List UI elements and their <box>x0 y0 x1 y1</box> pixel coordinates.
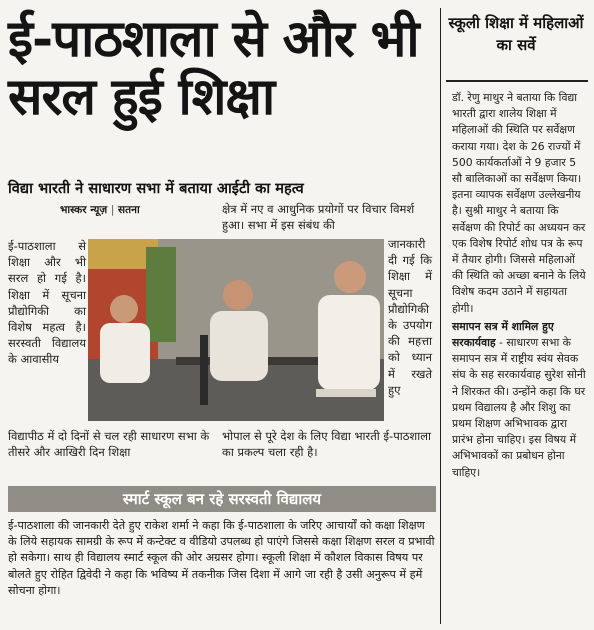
byline-separator: | <box>110 204 115 216</box>
photo-illustration <box>88 239 384 421</box>
sidebar-para-2-text: - साधारण सभा के समापन सत्र में राष्ट्रीय स्वंय सेवक संघ के सह सरकार्यवाह सुरेश सोनी ने शिरकत की। उन्होंने कहा कि घर प्रथम विद्यालय है और शिशु का प्रथम शिक्षण अभिभावक द्वारा प्रारंभ होना चाहिए। इस विषय में अभिभावकों का प्रबोधन होना चाहिए। <box>452 336 586 479</box>
byline <box>60 203 140 217</box>
article-right-narrow: जानकारी दी गई कि शिक्षा में सूचना प्रौद्योगिकी के उपयोग की महत्ता को ध्यान में रखते हुए <box>388 237 432 397</box>
sidebar-body <box>452 90 588 483</box>
headline: ई-पाठशाला से और भी सरल हुई शिक्षा <box>8 9 419 127</box>
subheadline: विद्या भारती ने साधारण सभा में बताया आईटी का महत्व <box>8 180 304 197</box>
news-photo <box>88 239 384 421</box>
section-body: ई-पाठशाला की जानकारी देते हुए राकेश शर्मा ने कहा कि ई-पाठशाला के जरिए आचार्यों को कक्षा शिक्षण के लिये सहायक सामग्री के रूप में कन्टेक्ट व वीडियो उपलब्ध हो पाएंगे जिससे कक्षा शिक्षण सरल व प्रभावी हो सकेगा। साथ ही विद्यालय स्मार्ट स्कूल की ओर अग्रसर होगा। स्कूली शिक्षा में कौशल विकास विषय पर बोलते हुए रोहित द्विवेदी ने कहा कि भविष्य में तकनीक जिस दिशा में आगे जा रही है उसी अनुरूप में हमें सोचना होगा। <box>8 519 435 597</box>
sidebar-para-1: डॉ. रेणु माथुर ने बताया कि विद्या भारती द्वारा शालेय शिक्षा में महिलाओं की स्थिति पर सर्वेक्षण कराया गया। देश के 26 राज्यों में 500 कार्यकर्ताओं ने 9 हजार 5 सौ बालिकाओं का सर्वेक्षण किया। इतना व्यापक सर्वेक्षण उल्लेखनीय है। सुश्री माथुर ने बताया कि सर्वेक्षण की रिपोर्ट का अध्ययन कर एक विशेष रिपोर्ट शोध पत्र के रूप में तैयार होगी। जिससे महिलाओं की स्थिति को अच्छा बनाने के लिये विशेष कदम उठाने में सहायता होगी। <box>452 91 586 315</box>
byline-source: भास्कर न्यूज़ <box>60 204 108 216</box>
column-divider <box>440 8 441 624</box>
byline-city: सतना <box>118 204 140 216</box>
sidebar-para-2 <box>452 319 588 481</box>
article-left-column: ई-पाठशाला से शिक्षा और भी सरल हो गई है। शिक्षा में सूचना प्रौद्योगिकी का विशेष महत्व है। सरस्वती विद्यालय के आवासीय <box>8 239 86 367</box>
section-heading: स्मार्ट स्कूल बन रहे सरस्वती विद्यालय <box>8 486 436 512</box>
sidebar-title-rule <box>446 80 588 82</box>
sidebar-para-2-lead: समापन सत्र में शामिल हुए सरकार्यवाह <box>452 319 554 350</box>
article-right-top: क्षेत्र में नए व आधुनिक प्रयोगों पर विचार विमर्श हुआ। सभा में इस संबंध की <box>222 202 415 233</box>
sidebar-title: स्कूली शिक्षा में महिलाओं का सर्वे <box>448 14 584 54</box>
article-full-right: भोपाल से पूरे देश के लिए विद्या भारती ई-पाठशाला का प्रकल्प चला रही है। <box>222 429 431 460</box>
article-full-left: विद्यापीठ में दो दिनों से चल रही साधारण सभा के तीसरे और आखिरी दिन शिक्षा <box>8 429 210 460</box>
